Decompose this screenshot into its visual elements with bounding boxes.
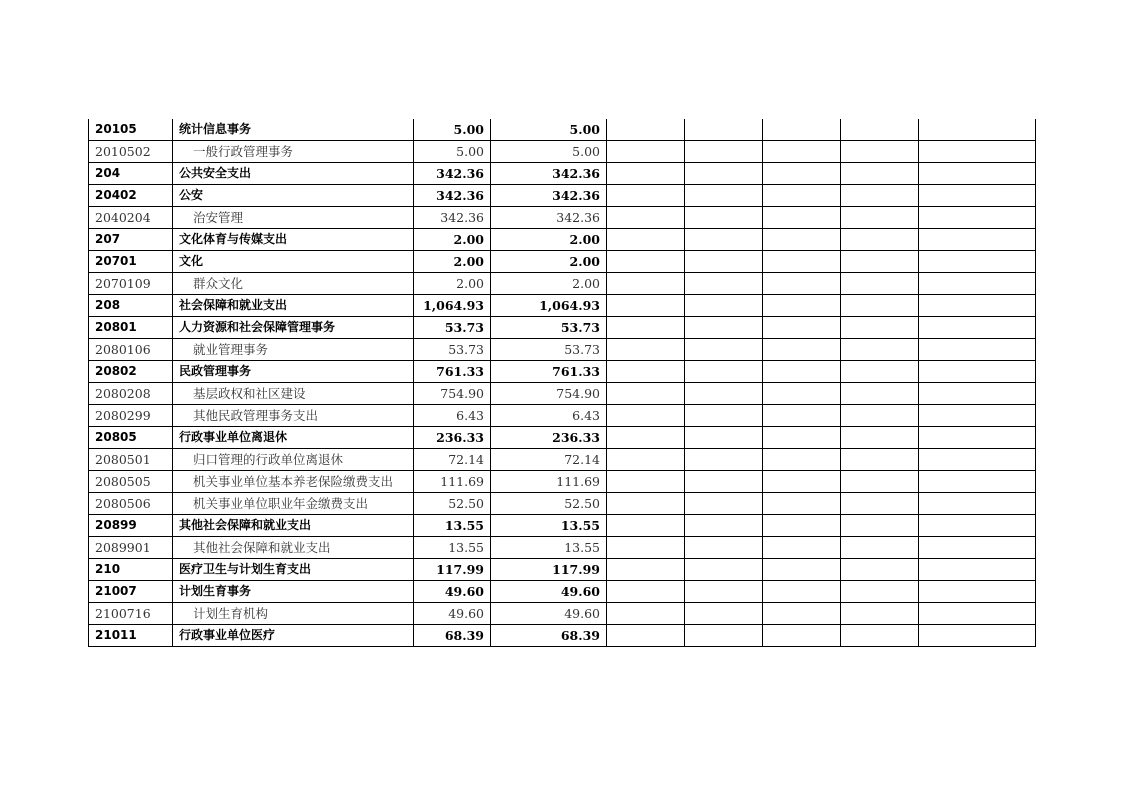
row-value-1-cell: 72.14	[414, 449, 491, 471]
row-name-cell: 机关事业单位职业年金缴费支出	[173, 493, 414, 515]
row-name-cell: 其他社会保障和就业支出	[173, 537, 414, 559]
table-row	[89, 339, 1036, 361]
row-value-2-cell: 52.50	[491, 493, 607, 515]
row-empty-cell	[919, 361, 1036, 383]
row-empty-cell	[919, 471, 1036, 493]
row-empty-cell	[919, 251, 1036, 273]
budget-table	[88, 119, 1036, 647]
row-value-2-cell: 111.69	[491, 471, 607, 493]
row-value-1-cell: 2.00	[414, 273, 491, 295]
row-value-2-cell: 5.00	[491, 119, 607, 141]
row-name-cell: 其他社会保障和就业支出	[173, 515, 414, 537]
row-value-2-cell: 117.99	[491, 559, 607, 581]
row-empty-cell	[685, 163, 763, 185]
row-value-2-cell: 1,064.93	[491, 295, 607, 317]
row-code-cell: 20899	[89, 515, 173, 537]
row-empty-cell	[919, 295, 1036, 317]
row-value-2-cell: 754.90	[491, 383, 607, 405]
row-empty-cell	[841, 383, 919, 405]
row-empty-cell	[607, 581, 685, 603]
row-empty-cell	[841, 603, 919, 625]
row-value-2-cell: 342.36	[491, 163, 607, 185]
row-value-1-cell: 53.73	[414, 317, 491, 339]
row-empty-cell	[841, 537, 919, 559]
row-code-cell: 208	[89, 295, 173, 317]
row-name-cell: 社会保障和就业支出	[173, 295, 414, 317]
row-empty-cell	[763, 163, 841, 185]
row-value-1-cell: 2.00	[414, 229, 491, 251]
row-code-cell: 2040204	[89, 207, 173, 229]
row-empty-cell	[919, 207, 1036, 229]
row-empty-cell	[763, 295, 841, 317]
row-value-1-cell: 52.50	[414, 493, 491, 515]
row-code-cell: 2100716	[89, 603, 173, 625]
row-name-cell: 基层政权和社区建设	[173, 383, 414, 405]
row-empty-cell	[607, 317, 685, 339]
row-value-1-cell: 111.69	[414, 471, 491, 493]
row-value-1-cell: 13.55	[414, 515, 491, 537]
row-empty-cell	[763, 361, 841, 383]
row-name-cell: 计划生育事务	[173, 581, 414, 603]
table-body	[89, 119, 1036, 647]
row-value-2-cell: 342.36	[491, 185, 607, 207]
row-name-cell: 其他民政管理事务支出	[173, 405, 414, 427]
table-row	[89, 251, 1036, 273]
row-empty-cell	[607, 295, 685, 317]
row-empty-cell	[919, 559, 1036, 581]
row-value-2-cell: 13.55	[491, 515, 607, 537]
row-empty-cell	[685, 515, 763, 537]
row-value-1-cell: 761.33	[414, 361, 491, 383]
row-empty-cell	[607, 493, 685, 515]
row-value-1-cell: 5.00	[414, 141, 491, 163]
table-row	[89, 229, 1036, 251]
row-value-2-cell: 49.60	[491, 581, 607, 603]
row-empty-cell	[763, 471, 841, 493]
row-empty-cell	[607, 251, 685, 273]
row-empty-cell	[841, 141, 919, 163]
row-code-cell: 20802	[89, 361, 173, 383]
row-empty-cell	[607, 361, 685, 383]
row-empty-cell	[607, 185, 685, 207]
row-empty-cell	[919, 603, 1036, 625]
row-empty-cell	[685, 427, 763, 449]
row-name-cell: 医疗卫生与计划生育支出	[173, 559, 414, 581]
row-empty-cell	[763, 559, 841, 581]
row-empty-cell	[685, 537, 763, 559]
row-empty-cell	[841, 185, 919, 207]
row-empty-cell	[685, 251, 763, 273]
row-empty-cell	[763, 207, 841, 229]
row-empty-cell	[919, 317, 1036, 339]
row-value-1-cell: 117.99	[414, 559, 491, 581]
row-empty-cell	[607, 559, 685, 581]
row-value-1-cell: 6.43	[414, 405, 491, 427]
row-name-cell: 人力资源和社会保障管理事务	[173, 317, 414, 339]
row-empty-cell	[607, 625, 685, 647]
row-empty-cell	[919, 141, 1036, 163]
row-value-2-cell: 53.73	[491, 339, 607, 361]
row-empty-cell	[841, 207, 919, 229]
row-empty-cell	[763, 493, 841, 515]
row-name-cell: 行政事业单位医疗	[173, 625, 414, 647]
row-empty-cell	[841, 427, 919, 449]
row-name-cell: 文化	[173, 251, 414, 273]
row-empty-cell	[841, 493, 919, 515]
row-code-cell: 20402	[89, 185, 173, 207]
row-empty-cell	[763, 273, 841, 295]
row-value-1-cell: 13.55	[414, 537, 491, 559]
row-empty-cell	[763, 339, 841, 361]
row-empty-cell	[919, 383, 1036, 405]
table-row	[89, 163, 1036, 185]
row-empty-cell	[919, 493, 1036, 515]
row-name-cell: 行政事业单位离退休	[173, 427, 414, 449]
row-empty-cell	[685, 405, 763, 427]
row-empty-cell	[685, 295, 763, 317]
row-empty-cell	[763, 449, 841, 471]
row-code-cell: 2080208	[89, 383, 173, 405]
row-value-1-cell: 68.39	[414, 625, 491, 647]
row-empty-cell	[841, 449, 919, 471]
row-value-1-cell: 754.90	[414, 383, 491, 405]
row-value-2-cell: 761.33	[491, 361, 607, 383]
table-row	[89, 273, 1036, 295]
row-empty-cell	[607, 163, 685, 185]
row-empty-cell	[607, 405, 685, 427]
row-name-cell: 就业管理事务	[173, 339, 414, 361]
row-empty-cell	[763, 185, 841, 207]
table-row	[89, 119, 1036, 141]
row-empty-cell	[607, 603, 685, 625]
row-empty-cell	[841, 515, 919, 537]
row-empty-cell	[685, 625, 763, 647]
row-empty-cell	[841, 163, 919, 185]
table-row	[89, 427, 1036, 449]
row-name-cell: 归口管理的行政单位离退休	[173, 449, 414, 471]
row-code-cell: 207	[89, 229, 173, 251]
row-value-2-cell: 49.60	[491, 603, 607, 625]
row-empty-cell	[763, 625, 841, 647]
row-code-cell: 210	[89, 559, 173, 581]
row-value-2-cell: 2.00	[491, 273, 607, 295]
row-empty-cell	[607, 471, 685, 493]
row-value-1-cell: 342.36	[414, 207, 491, 229]
row-empty-cell	[685, 361, 763, 383]
row-empty-cell	[685, 273, 763, 295]
row-empty-cell	[763, 383, 841, 405]
row-empty-cell	[841, 295, 919, 317]
row-empty-cell	[685, 559, 763, 581]
row-name-cell: 计划生育机构	[173, 603, 414, 625]
row-code-cell: 2080106	[89, 339, 173, 361]
row-empty-cell	[763, 251, 841, 273]
row-name-cell: 公共安全支出	[173, 163, 414, 185]
row-value-1-cell: 342.36	[414, 163, 491, 185]
row-empty-cell	[685, 449, 763, 471]
table-row	[89, 295, 1036, 317]
row-empty-cell	[841, 471, 919, 493]
row-empty-cell	[841, 405, 919, 427]
table-row	[89, 471, 1036, 493]
row-value-2-cell: 13.55	[491, 537, 607, 559]
row-value-2-cell: 72.14	[491, 449, 607, 471]
row-code-cell: 204	[89, 163, 173, 185]
row-empty-cell	[919, 581, 1036, 603]
row-empty-cell	[841, 625, 919, 647]
row-empty-cell	[919, 625, 1036, 647]
row-name-cell: 治安管理	[173, 207, 414, 229]
row-empty-cell	[763, 229, 841, 251]
row-empty-cell	[685, 603, 763, 625]
row-value-1-cell: 49.60	[414, 581, 491, 603]
row-code-cell: 2080505	[89, 471, 173, 493]
row-empty-cell	[763, 581, 841, 603]
table-row	[89, 207, 1036, 229]
row-value-1-cell: 1,064.93	[414, 295, 491, 317]
row-name-cell: 民政管理事务	[173, 361, 414, 383]
row-empty-cell	[841, 229, 919, 251]
row-empty-cell	[607, 339, 685, 361]
row-value-1-cell: 236.33	[414, 427, 491, 449]
table-row	[89, 537, 1036, 559]
row-empty-cell	[763, 317, 841, 339]
row-empty-cell	[607, 207, 685, 229]
row-value-2-cell: 236.33	[491, 427, 607, 449]
row-empty-cell	[763, 537, 841, 559]
row-code-cell: 2080501	[89, 449, 173, 471]
row-empty-cell	[841, 273, 919, 295]
row-name-cell: 文化体育与传媒支出	[173, 229, 414, 251]
row-code-cell: 2010502	[89, 141, 173, 163]
table-row	[89, 317, 1036, 339]
row-empty-cell	[763, 405, 841, 427]
row-empty-cell	[607, 229, 685, 251]
row-code-cell: 20805	[89, 427, 173, 449]
row-name-cell: 公安	[173, 185, 414, 207]
row-empty-cell	[607, 427, 685, 449]
row-empty-cell	[919, 273, 1036, 295]
row-value-2-cell: 342.36	[491, 207, 607, 229]
row-empty-cell	[841, 119, 919, 141]
row-empty-cell	[685, 185, 763, 207]
row-code-cell: 21007	[89, 581, 173, 603]
row-empty-cell	[607, 537, 685, 559]
row-empty-cell	[919, 515, 1036, 537]
row-empty-cell	[763, 515, 841, 537]
row-value-2-cell: 53.73	[491, 317, 607, 339]
row-empty-cell	[841, 251, 919, 273]
row-name-cell: 一般行政管理事务	[173, 141, 414, 163]
row-value-2-cell: 2.00	[491, 251, 607, 273]
row-empty-cell	[607, 119, 685, 141]
row-value-1-cell: 342.36	[414, 185, 491, 207]
row-value-2-cell: 5.00	[491, 141, 607, 163]
row-empty-cell	[685, 141, 763, 163]
row-empty-cell	[685, 229, 763, 251]
row-empty-cell	[685, 581, 763, 603]
table-row	[89, 493, 1036, 515]
row-value-2-cell: 6.43	[491, 405, 607, 427]
row-empty-cell	[685, 317, 763, 339]
row-empty-cell	[763, 141, 841, 163]
row-empty-cell	[685, 207, 763, 229]
row-empty-cell	[919, 449, 1036, 471]
row-empty-cell	[919, 229, 1036, 251]
row-empty-cell	[841, 361, 919, 383]
row-name-cell: 群众文化	[173, 273, 414, 295]
row-code-cell: 20801	[89, 317, 173, 339]
row-empty-cell	[685, 383, 763, 405]
row-empty-cell	[919, 163, 1036, 185]
row-empty-cell	[685, 493, 763, 515]
row-empty-cell	[841, 339, 919, 361]
row-value-1-cell: 49.60	[414, 603, 491, 625]
row-empty-cell	[685, 471, 763, 493]
row-empty-cell	[607, 383, 685, 405]
row-value-1-cell: 5.00	[414, 119, 491, 141]
row-empty-cell	[607, 515, 685, 537]
table-row	[89, 515, 1036, 537]
row-empty-cell	[607, 273, 685, 295]
row-value-1-cell: 2.00	[414, 251, 491, 273]
row-code-cell: 21011	[89, 625, 173, 647]
row-code-cell: 2080299	[89, 405, 173, 427]
row-name-cell: 机关事业单位基本养老保险缴费支出	[173, 471, 414, 493]
table-row	[89, 449, 1036, 471]
row-empty-cell	[841, 581, 919, 603]
table-row	[89, 405, 1036, 427]
table-row	[89, 185, 1036, 207]
row-empty-cell	[919, 405, 1036, 427]
table-row	[89, 625, 1036, 647]
row-empty-cell	[919, 119, 1036, 141]
row-code-cell: 2070109	[89, 273, 173, 295]
row-empty-cell	[607, 141, 685, 163]
row-empty-cell	[607, 449, 685, 471]
row-code-cell: 2080506	[89, 493, 173, 515]
row-code-cell: 2089901	[89, 537, 173, 559]
row-empty-cell	[763, 603, 841, 625]
table-row	[89, 559, 1036, 581]
row-empty-cell	[919, 537, 1036, 559]
row-empty-cell	[841, 559, 919, 581]
row-empty-cell	[919, 185, 1036, 207]
row-empty-cell	[685, 119, 763, 141]
row-value-2-cell: 68.39	[491, 625, 607, 647]
table-row	[89, 141, 1036, 163]
table-row	[89, 603, 1036, 625]
row-empty-cell	[919, 427, 1036, 449]
table-row	[89, 383, 1036, 405]
table-row	[89, 581, 1036, 603]
row-empty-cell	[841, 317, 919, 339]
row-empty-cell	[919, 339, 1036, 361]
row-value-2-cell: 2.00	[491, 229, 607, 251]
row-empty-cell	[763, 427, 841, 449]
table-row	[89, 361, 1036, 383]
row-value-1-cell: 53.73	[414, 339, 491, 361]
row-code-cell: 20701	[89, 251, 173, 273]
row-empty-cell	[685, 339, 763, 361]
row-name-cell: 统计信息事务	[173, 119, 414, 141]
row-code-cell: 20105	[89, 119, 173, 141]
row-empty-cell	[763, 119, 841, 141]
